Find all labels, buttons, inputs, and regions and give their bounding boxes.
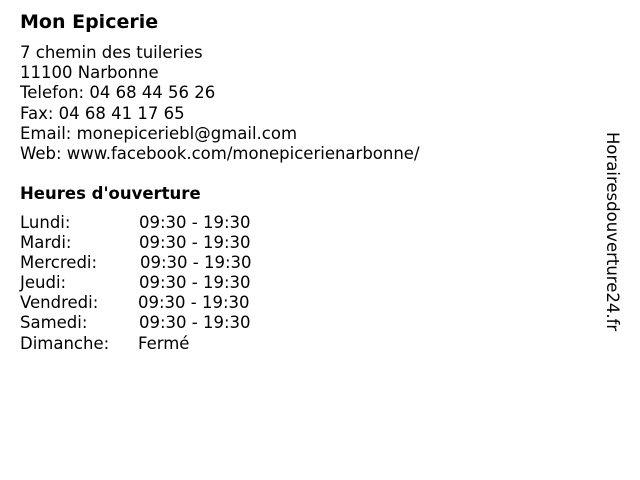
time-range: Fermé: [138, 333, 190, 353]
opening-hours-table: [20, 213, 280, 354]
time-range: 09:30 - 19:30: [139, 213, 251, 232]
day-label: Lundi:: [20, 213, 71, 232]
day-label: Samedi:: [20, 313, 88, 333]
contact-info: [20, 43, 420, 164]
opening-hours-heading: Heures d'ouverture: [20, 184, 201, 203]
website-url: Web: www.facebook.com/monepicerienarbonne/: [20, 143, 420, 163]
hours-row-friday: [20, 293, 280, 313]
day-label: Mercredi:: [20, 253, 98, 273]
day-label: Vendredi:: [20, 293, 99, 313]
time-range: 09:30 - 19:30: [139, 273, 251, 293]
fax-number: Fax: 04 68 41 17 65: [20, 103, 185, 123]
phone-number: Telefon: 04 68 44 56 26: [20, 83, 216, 103]
hours-row-tuesday: [20, 233, 280, 253]
address-street: 7 chemin des tuileries: [20, 43, 203, 62]
watermark-text: Horairesdouverture24.fr: [603, 132, 622, 332]
time-range: 09:30 - 19:30: [140, 253, 252, 273]
hours-row-wednesday: [20, 253, 280, 273]
shop-name: Mon Epicerie: [20, 11, 159, 33]
hours-row-monday: [20, 213, 280, 233]
hours-row-sunday: [20, 334, 280, 354]
time-range: 09:30 - 19:30: [138, 293, 250, 313]
day-label: Dimanche:: [20, 333, 110, 353]
address-city: 11100 Narbonne: [20, 63, 159, 83]
day-label: Mardi:: [20, 233, 72, 253]
hours-row-thursday: [20, 273, 280, 293]
day-label: Jeudi:: [20, 273, 67, 293]
time-range: 09:30 - 19:30: [139, 313, 251, 333]
time-range: 09:30 - 19:30: [139, 233, 251, 253]
email-address: Email: monepiceriebl@gmail.com: [20, 123, 298, 143]
hours-row-saturday: [20, 313, 280, 333]
